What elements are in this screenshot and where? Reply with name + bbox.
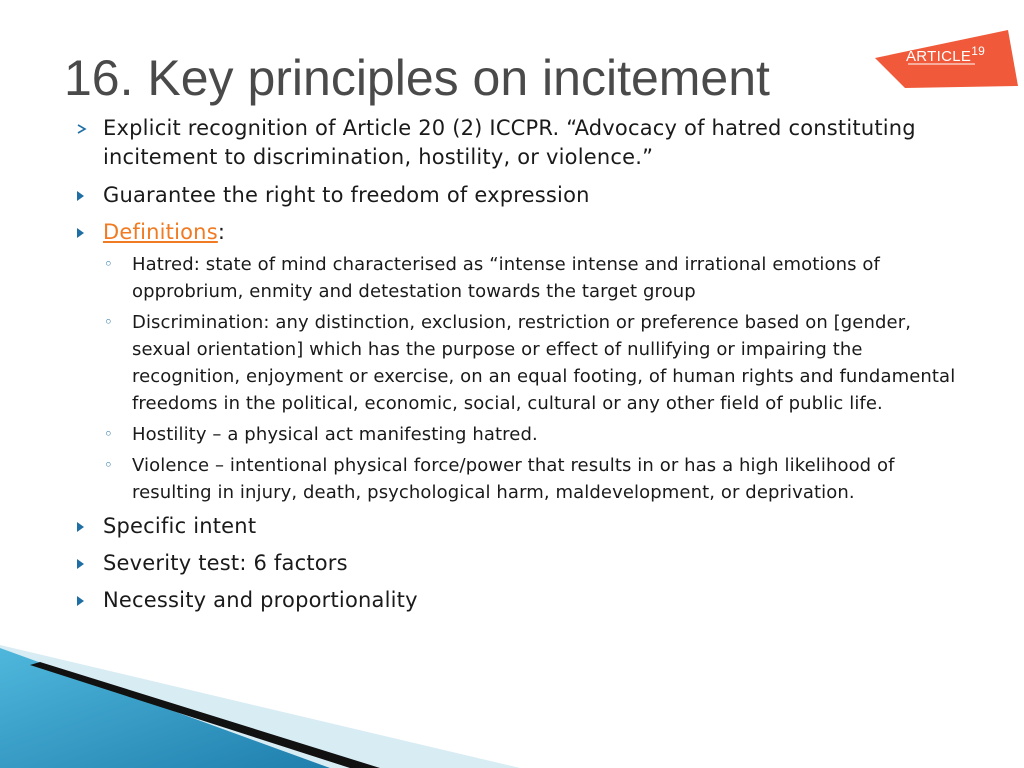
sub-bullet-item <box>70 421 970 448</box>
black-stripe <box>30 662 380 768</box>
bullet-item <box>70 218 970 247</box>
triangle-bullet-icon <box>76 512 94 541</box>
bullet-text: Necessity and proportionality <box>103 588 418 612</box>
definitions-colon: : <box>217 220 226 244</box>
triangle-bullet-icon <box>76 586 94 615</box>
bullet-item <box>70 512 970 541</box>
bullet-item <box>70 181 970 210</box>
light-blue-stripe <box>0 645 520 768</box>
article19-logo-text <box>906 44 986 65</box>
chevron-arrow-icon <box>76 114 94 143</box>
bullet-text: Severity test: 6 factors <box>103 551 348 575</box>
sub-bullet-text: Discrimination: any distinction, exclusion, restriction or preference based on [gender, sexual orientation] which has the purpose or effect of nullifying or impairing the recognition, enjoyment or exercise, on an equal footing, of human rights and fundamental freedoms in the political, economic, social, cultural or any other field of public life. <box>132 312 956 414</box>
logo-word: ARTICLE <box>906 48 972 65</box>
triangle-bullet-icon <box>76 218 94 247</box>
bullet-text: Guarantee the right to freedom of expression <box>103 183 590 207</box>
sub-bullet-item <box>70 452 970 506</box>
circle-bullet-icon: ◦ <box>104 255 113 273</box>
triangle-bullet-icon <box>76 181 94 210</box>
logo-number: 19 <box>971 44 986 58</box>
bullet-item <box>70 114 970 172</box>
definitions-link[interactable]: Definitions <box>103 220 218 244</box>
circle-bullet-icon: ◦ <box>104 456 113 474</box>
sub-bullet-item <box>70 251 970 305</box>
sub-bullet-text: Hatred: state of mind characterised as “intense intense and irrational emotions of opprobrium, enmity and detestation towards the target group <box>132 254 880 302</box>
sub-bullet-text: Violence – intentional physical force/power that results in or has a high likelihood of resulting in injury, death, psychological harm, maldevelopment, or deprivation. <box>132 455 895 503</box>
circle-bullet-icon: ◦ <box>104 425 113 443</box>
sub-bullet-item <box>70 309 970 417</box>
teal-wedge <box>0 648 330 768</box>
circle-bullet-icon: ◦ <box>104 313 113 331</box>
bullet-text: Specific intent <box>103 514 257 538</box>
bullet-list <box>70 114 970 615</box>
bullet-item <box>70 549 970 578</box>
sub-bullet-text: Hostility – a physical act manifesting hatred. <box>132 424 538 445</box>
bullet-item <box>70 586 970 615</box>
bullet-text: Explicit recognition of Article 20 (2) ICCPR. “Advocacy of hatred constituting incitement to discrimination, hostility, or violence.” <box>103 116 916 169</box>
slide-title: 16. Key principles on incitement <box>64 50 770 106</box>
triangle-bullet-icon <box>76 549 94 578</box>
